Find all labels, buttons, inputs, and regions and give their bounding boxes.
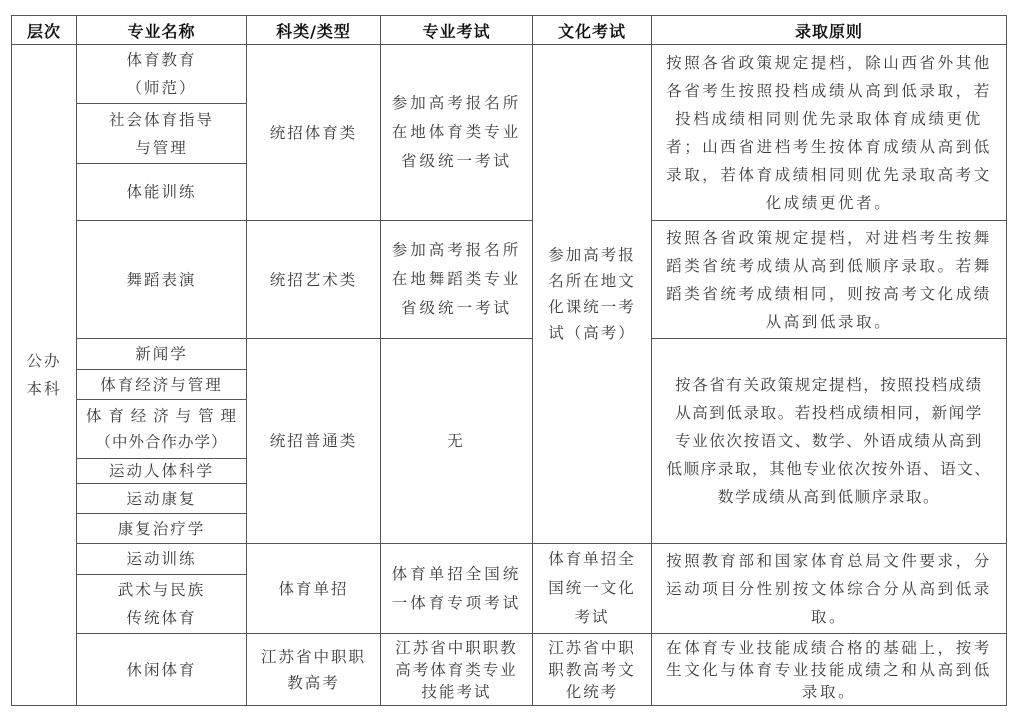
major-cell: 武术与民族 传统体育 xyxy=(76,574,247,634)
major-cell: 康复治疗学 xyxy=(76,513,247,544)
major-cell: 休闲体育 xyxy=(76,633,247,706)
category-cell: 统招普通类 xyxy=(246,338,381,544)
level-cell: 公办 本科 xyxy=(11,44,77,706)
major-cell: 社会体育指导 与管理 xyxy=(76,103,247,164)
major-cell: 运动康复 xyxy=(76,483,247,514)
culture-exam-cell: 江苏省中职 职教高考文 化统考 xyxy=(532,633,652,706)
header-principle: 录取原则 xyxy=(651,15,1007,45)
principle-cell: 按各省有关政策规定提档，按照投档成绩 从高到低录取。若投档成绩相同，新闻学 专业依次按语文、数学、外语成绩从高到 低顺序录取，其他专业依次按外语、语文、 数学成绩从高到低顺序录取。 xyxy=(651,338,1007,544)
major-cell: 体能训练 xyxy=(76,163,247,221)
header-pro-exam: 专业考试 xyxy=(380,15,533,45)
major-cell: 体 育 经 济 与 管 理 （中外合作办学） xyxy=(76,399,247,459)
category-cell: 统招艺术类 xyxy=(246,220,381,339)
major-cell: 体育经济与管理 xyxy=(76,369,247,400)
category-cell: 江苏省中职职 教高考 xyxy=(246,633,381,706)
pro-exam-cell: 江苏省中职职教 高考体育类专业 技能考试 xyxy=(380,633,533,706)
major-cell: 运动训练 xyxy=(76,543,247,575)
principle-cell: 按照各省政策规定提档，对进档考生按舞 蹈类省统考成绩从高到低顺序录取。若舞 蹈类省统考成绩相同，则按高考文化成绩 从高到低录取。 xyxy=(651,220,1007,339)
principle-cell: 按照教育部和国家体育总局文件要求，分 运动项目分性别按文体综合分从高到低录 取。 xyxy=(651,543,1007,634)
header-level: 层次 xyxy=(11,15,77,45)
major-cell: 运动人体科学 xyxy=(76,458,247,484)
category-cell: 统招体育类 xyxy=(246,44,381,221)
pro-exam-cell: 参加高考报名所 在地舞蹈类专业 省级统一考试 xyxy=(380,220,533,339)
pro-exam-cell: 无 xyxy=(380,338,533,544)
category-cell: 体育单招 xyxy=(246,543,381,634)
header-major: 专业名称 xyxy=(76,15,247,45)
principle-cell: 在体育专业技能成绩合格的基础上，按考 生文化与体育专业技能成绩之和从高到低 录取。 xyxy=(651,633,1007,706)
major-cell: 体育教育 （师范） xyxy=(76,44,247,104)
principle-cell: 按照各省政策规定提档，除山西省外其他 各省考生按照投档成绩从高到低录取，若 投档成绩相同则优先录取体育成绩更优 者；山西省进档考生按体育成绩从高到低 录取，若体育成绩相同则优先录取高考文 化成绩更优者。 xyxy=(651,44,1007,221)
pro-exam-cell: 体育单招全国统 一体育专项考试 xyxy=(380,543,533,634)
culture-exam-cell: 参加高考报 名所在地文 化课统一考 试（高考） xyxy=(532,44,652,544)
header-culture-exam: 文化考试 xyxy=(532,15,652,45)
major-cell: 新闻学 xyxy=(76,338,247,370)
pro-exam-cell: 参加高考报名所 在地体育类专业 省级统一考试 xyxy=(380,44,533,221)
culture-exam-cell: 体育单招全 国统一文化 考试 xyxy=(532,543,652,634)
major-cell: 舞蹈表演 xyxy=(76,220,247,339)
header-category: 科类/类型 xyxy=(246,15,381,45)
